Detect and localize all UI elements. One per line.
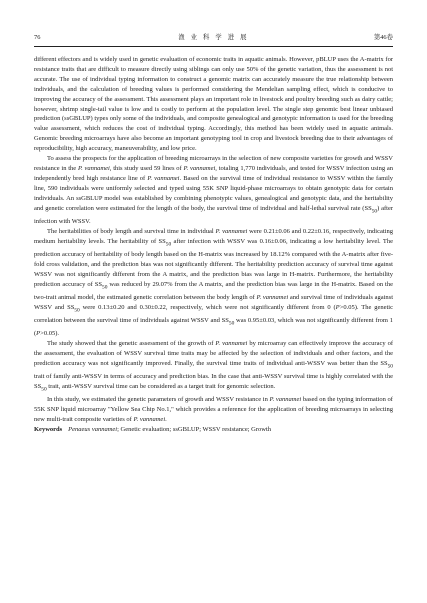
subscript: 50 [41,386,47,393]
paragraph-summary: In this study, we estimated the genetic parameters of growth and WSSV resistance in P. vannamei based on the typing information of 55K SNP liquid microarray "Yellow Sea Chip No.1," which provides a reference for the application of breeding microarrays in selecting new multi-trait composite varieties of P. vannamei. [34,396,393,423]
species-name: P. vannamei [256,293,289,301]
subscript: 50 [102,283,108,290]
keywords-label: Keywords [34,425,63,433]
paragraph-methods: To assess the prospects for the application of breeding microarrays in the selection of new composite varieties for growth and WSSV resistance in the P. vannamei, this study used 59 lines of P. vannamei, totaling 1,770 individuals, and tested for WSSV infection using an independently bred high resistance line of P. vannamei. Based on the survival time of individual resistance to WSSV within the family line, 590 individuals were uniformly selected and typed using 55K SNP liquid-phase microarrays to obtain genotypic data for certain individuals. An ssGBLUP model was established by combining phenotypic values, genealogical and genotypic data, and the heritability and genetic correlation were estimated for the length of the body, the survival time of individual and half-lethal survival rate $(SS_{50})$ after infection with WSSV. [34,155,394,225]
subscript: 50 [371,207,378,214]
species-name: P. vannamei [215,339,248,347]
species-name: P. vannamei [133,415,166,423]
species-name: P. vannamei [183,164,216,172]
subscript: 50 [165,240,172,247]
species-name: P. vannamei [77,164,110,172]
species-name: P. vannamei [215,227,248,235]
species-name: P. vannamei [269,396,302,404]
species-name: P. vannamei [147,174,180,182]
paragraph-conclusions: The study showed that the genetic assessment of the growth of P. vannamei by microarray can effectively improve the accuracy of the assessment, the evaluation of WSSV survival time traits may be affected by the selection of individuals and other factors, and the prediction accuracy was not significantly improved. Finally, the survival time traits of individual anti-WSSV was better than the $SS_{50}$ trait of family anti-WSSV in terms of accuracy and prediction bias. In the case that anti-WSSV survival time is highly correlated with the $SS_{50}$ trait, anti-WSSV survival time can be considered as a target trait for genomic selection. [34,339,393,393]
subscript: 50 [387,363,393,370]
paragraph-background: different effectors and is widely used in genetic evaluation of economic traits in aquatic animals. However, pBLUP uses the A-matrix for resistance traits that are difficult to measure directly using siblings can only use 50% of the genetic variation, thus the assessment is not accurate. The use of individual typing information to construct a genomic matrix can accurately measure the true relationship between individuals, and the calculation of breeding values is performed considering the Mendelian sampling effect, which is conducive to improving the accuracy of the assessment. This assessment plays an important role in livestock and poultry breeding such as dairy cattle; however, shrimp single-tail value is low and is costly to perform at the population level. The single step genomic best linear unbiased prediction (ssGBLUP) types only some of the individuals, and composite genealogical and genotypic information is used for the breeding value assessment, which reduces the cost of individual typing. Accordingly, this method has been widely used in aquatic animals. Genomic breeding microarrays have also become an important genotyping tool in crop and livestock breeding due to their advantages of reproducibility, high accuracy, maneuverability, and low price. [34,56,393,153]
p-value-symbol: P [36,330,41,338]
keyword-species: Penaeus vannamei [68,425,118,433]
paragraph-results: The heritabilities of body length and survival time in individual P. vannamei were 0.21±0.06 and 0.22±0.16, respectively, indicating medium heritability levels. The heritability of $SS_{50}$ after infection with WSSV was 0.16±0.06, indicating a low heritability level. The prediction accuracy of heritability of body length based on the H-matrix was increased by 18.12% compared with the A-matrix after five-fold cross validation, and the prediction bias was not significantly different. The heritability prediction accuracy of survival time against WSSV was not significantly different from the A matrix, and the prediction bias was large in H-matrix. Furthermore, the heritability prediction accuracy of $SS_{50}$ was reduced by 29.07% from the A matrix, and the prediction bias was large in the H-matrix. Based on the two-trait animal model, the estimated genetic correlation between the body length of P. vannamei and survival time of individuals against WSSV and $SS_{50}$ were 0.13±0.20 and 0.30±0.22, respectively, which were not significantly different from 0 (P>0.05). The genetic correlation between the survival time of individuals against WSSV and $SS_{50}$ was 0.95±0.03, which was not significantly different from 1 (P>0.05). [34,227,394,338]
header-rule [34,46,393,47]
abstract-body [34,55,393,435]
running-header [34,32,393,46]
journal-title: 渔 业 科 学 进 展 [178,34,249,41]
keywords-line [34,425,393,435]
subscript: 50 [74,306,80,313]
keyword-list: ; Genetic evaluation; ssGBLUP; WSSV resistance; Growth [117,425,272,433]
volume-label: 第46卷 [373,34,393,41]
subscript: 50 [228,320,235,327]
p-value-symbol: P [335,303,340,311]
page-number: 76 [34,34,41,41]
